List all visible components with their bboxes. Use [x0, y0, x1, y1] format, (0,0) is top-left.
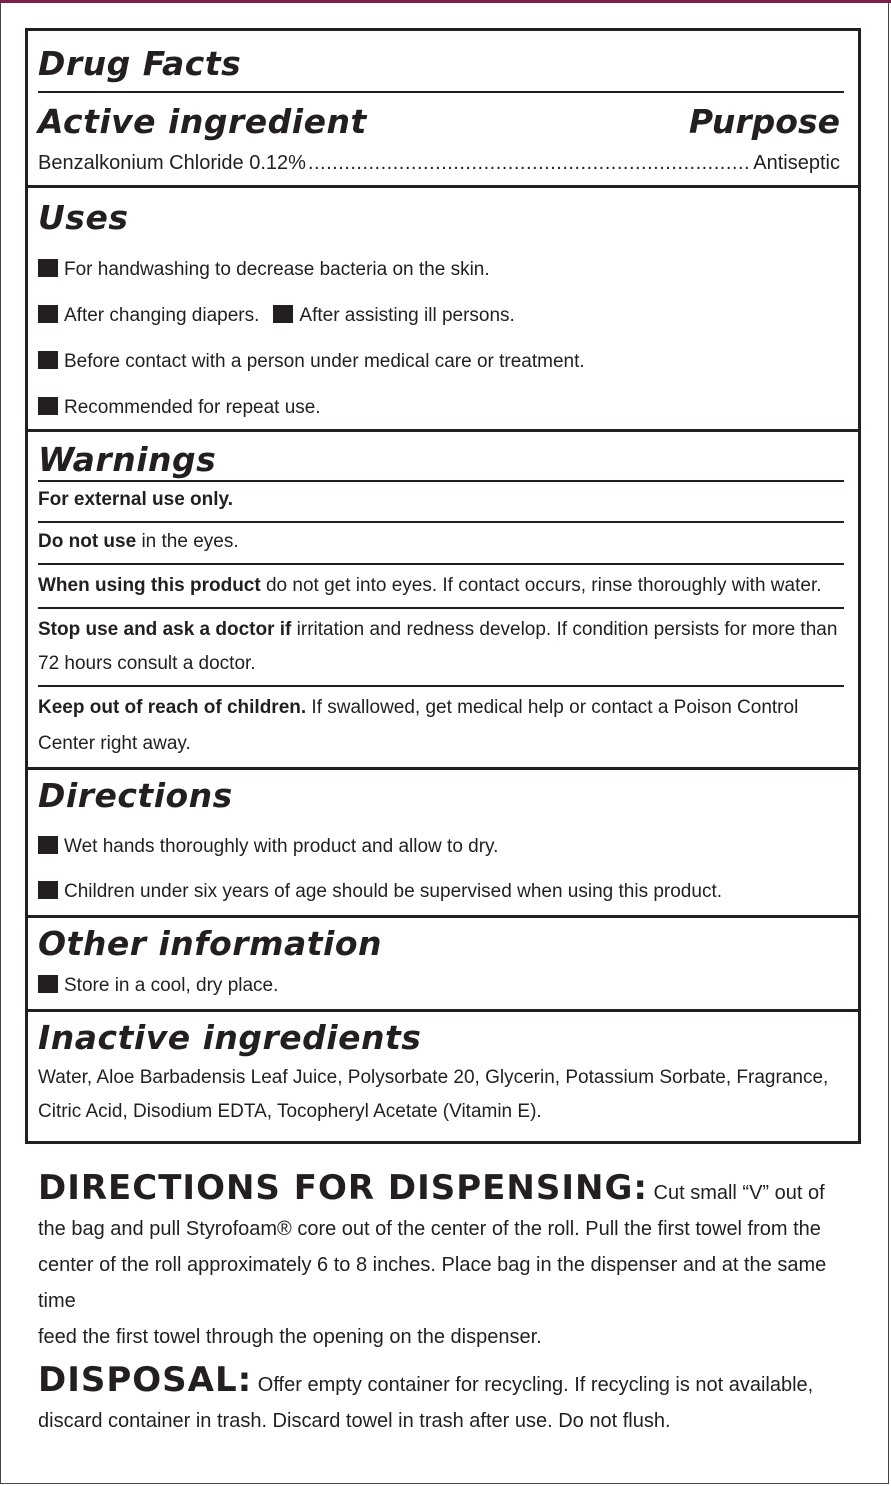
disposal-text: discard container in trash. Discard towel in trash after use. Do not flush.	[38, 1410, 671, 1432]
inactive-ingredients-line: Citric Acid, Disodium EDTA, Tocopheryl Acetate (Vitamin E).	[38, 1101, 542, 1122]
other-information-item: Store in a cool, dry place.	[38, 973, 278, 998]
inactive-ingredients-line: Water, Aloe Barbadensis Leaf Juice, Polysorbate 20, Glycerin, Potassium Sorbate, Fragrance,	[38, 1067, 829, 1088]
uses-item: After changing diapers. After assisting ill persons.	[38, 303, 515, 328]
section-divider	[28, 767, 858, 770]
uses-item: Before contact with a person under medical care or treatment.	[38, 349, 585, 374]
uses-item: For handwashing to decrease bacteria on the skin.	[38, 257, 490, 282]
section-divider	[28, 1009, 858, 1012]
dispensing-text: Cut small “V” out of	[647, 1182, 825, 1204]
dispensing-text: feed the first towel through the opening on the dispenser.	[38, 1326, 542, 1348]
active-ingredient-purpose: Antiseptic	[753, 152, 840, 174]
bullet-square-icon	[38, 259, 58, 277]
inactive-ingredients-heading: Inactive ingredients	[38, 1018, 422, 1057]
bullet-square-icon	[38, 881, 58, 899]
warning-keep-out: Keep out of reach of children. If swallowed, get medical help or contact a Poison Control	[38, 697, 799, 718]
divider	[38, 607, 844, 609]
bullet-square-icon	[38, 305, 58, 323]
disposal-instructions	[38, 1362, 858, 1439]
section-divider	[28, 915, 858, 918]
purpose-heading: Purpose	[688, 102, 840, 141]
warning-stop-use-cont: 72 hours consult a doctor.	[38, 653, 256, 674]
divider	[38, 91, 844, 93]
divider	[38, 521, 844, 523]
uses-item: Recommended for repeat use.	[38, 395, 321, 420]
warning-do-not-use: Do not use in the eyes.	[38, 531, 239, 552]
directions-item: Children under six years of age should be supervised when using this product.	[38, 879, 722, 904]
bullet-square-icon	[38, 836, 58, 854]
bullet-square-icon	[38, 975, 58, 993]
divider	[38, 685, 844, 687]
active-ingredient-name: Benzalkonium Chloride 0.12%	[38, 152, 306, 174]
active-ingredient-row	[38, 149, 840, 177]
divider	[38, 563, 844, 565]
other-information-heading: Other information	[38, 924, 382, 963]
leader-dots	[308, 149, 751, 177]
warning-external: For external use only.	[38, 489, 233, 510]
warning-keep-out-cont: Center right away.	[38, 733, 191, 754]
dispensing-text: center of the roll approximately 6 to 8 inches. Place bag in the dispenser and at the same time	[38, 1254, 827, 1312]
directions-heading: Directions	[38, 776, 233, 815]
bullet-square-icon	[38, 351, 58, 369]
section-divider	[28, 185, 858, 188]
dispensing-title: DIRECTIONS FOR DISPENSING:	[38, 1168, 648, 1208]
active-ingredient-heading: Active ingredient	[38, 102, 367, 141]
bullet-square-icon	[38, 397, 58, 415]
disposal-title: DISPOSAL:	[38, 1360, 253, 1400]
bullet-square-icon	[273, 305, 293, 323]
drug-facts-title: Drug Facts	[38, 44, 242, 83]
dispensing-text: the bag and pull Styrofoam® core out of the center of the roll. Pull the first towel from the	[38, 1218, 821, 1240]
warning-when-using: When using this product do not get into eyes. If contact occurs, rinse thoroughly with water.	[38, 575, 822, 596]
section-divider	[28, 429, 858, 432]
divider	[38, 480, 844, 482]
disposal-text: Offer empty container for recycling. If recycling is not available,	[252, 1374, 814, 1396]
dispensing-directions	[38, 1170, 858, 1355]
uses-heading: Uses	[38, 198, 129, 237]
directions-item: Wet hands thoroughly with product and allow to dry.	[38, 834, 498, 859]
drug-facts-panel	[25, 28, 861, 1144]
warnings-heading: Warnings	[38, 440, 217, 479]
warning-stop-use: Stop use and ask a doctor if irritation and redness develop. If condition persists for more than	[38, 619, 838, 640]
